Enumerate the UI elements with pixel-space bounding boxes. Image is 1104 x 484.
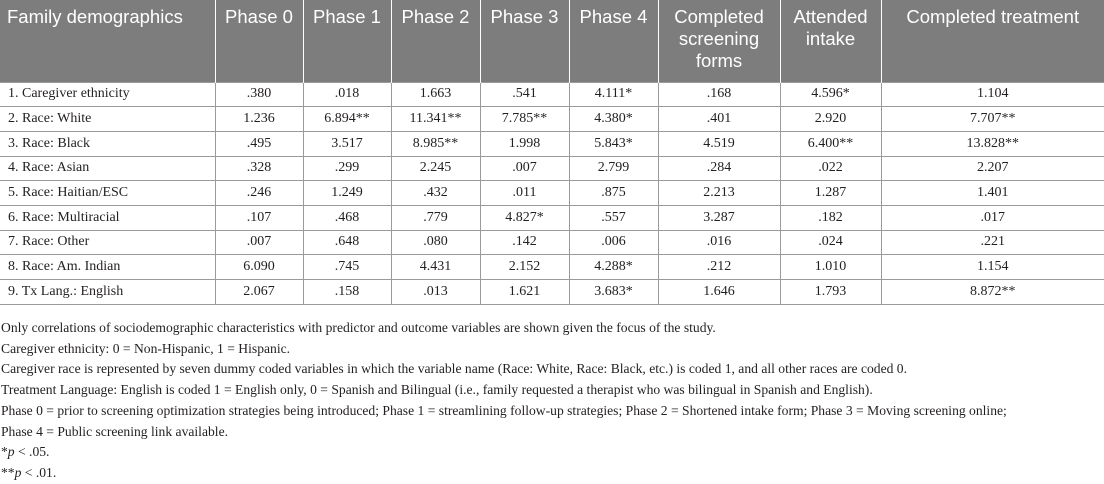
header-phase-1: Phase 1 [303,0,391,82]
table-row [0,255,1104,280]
table-cell: 6.090 [215,255,303,280]
table-cell: .013 [391,280,480,305]
table-body [0,82,1104,304]
table-cell: .018 [303,82,391,107]
table-cell: 4.431 [391,255,480,280]
table-cell: .080 [391,230,480,255]
table-cell: 4.519 [658,131,780,156]
row-label: 6. Race: Multiracial [0,205,215,230]
table-cell: 6.894** [303,107,391,132]
table-cell: 2.213 [658,181,780,206]
row-label: 1. Caregiver ethnicity [0,82,215,107]
table-row [0,156,1104,181]
table-row [0,280,1104,305]
row-label: 7. Race: Other [0,230,215,255]
table-cell: 4.827* [480,205,569,230]
table-cell: 1.287 [780,181,881,206]
header-row [0,0,1104,82]
table-cell: .006 [569,230,658,255]
row-label: 8. Race: Am. Indian [0,255,215,280]
table-cell: .107 [215,205,303,230]
table-cell: .011 [480,181,569,206]
header-attended-intake: Attended intake [780,0,881,82]
table-cell: 1.793 [780,280,881,305]
table-cell: 1.663 [391,82,480,107]
table-cell: 2.152 [480,255,569,280]
row-label: 2. Race: White [0,107,215,132]
footnote-significance-05: *p < .05. [1,444,50,460]
table-cell: 2.799 [569,156,658,181]
table-cell: .648 [303,230,391,255]
footnote-ethnicity-coding: Caregiver ethnicity: 0 = Non-Hispanic, 1 = Hispanic. [1,340,291,356]
table-cell: 13.828** [881,131,1104,156]
header-completed-screening-forms: Completed screening forms [658,0,780,82]
table-cell: .246 [215,181,303,206]
table-cell: 4.288* [569,255,658,280]
footnote-scope: Only correlations of sociodemographic characteristics with predictor and outcome variables are shown given the focus of the study. [1,320,716,335]
table-cell: 2.920 [780,107,881,132]
table-cell: 1.621 [480,280,569,305]
table-cell: 7.785** [480,107,569,132]
footnote-language-coding: Treatment Language: English is coded 1 = English only, 0 = Spanish and Bilingual (i.e., family requested a therapist who was bilingual in Spanish and English). [1,382,873,398]
table-cell: .142 [480,230,569,255]
table-cell: .007 [480,156,569,181]
table-cell: .328 [215,156,303,181]
table-cell: 4.380* [569,107,658,132]
row-label: 3. Race: Black [0,131,215,156]
table-cell: .212 [658,255,780,280]
table-cell: 11.341** [391,107,480,132]
header-family-demographics: Family demographics [0,0,215,82]
table-cell: 5.843* [569,131,658,156]
table-cell: 2.067 [215,280,303,305]
table-cell: .468 [303,205,391,230]
table-row [0,205,1104,230]
table-cell: .221 [881,230,1104,255]
table-row [0,82,1104,107]
table-cell: .380 [215,82,303,107]
table-cell: 4.596* [780,82,881,107]
row-label: 9. Tx Lang.: English [0,280,215,305]
table-cell: .182 [780,205,881,230]
table-cell: 3.517 [303,131,391,156]
table-cell: .017 [881,205,1104,230]
table-cell: .495 [215,131,303,156]
row-label: 5. Race: Haitian/ESC [0,181,215,206]
table-row [0,181,1104,206]
table-row [0,107,1104,132]
row-label: 4. Race: Asian [0,156,215,181]
table-cell: 8.872** [881,280,1104,305]
table-cell: 1.646 [658,280,780,305]
table-cell: 4.111* [569,82,658,107]
table-row [0,230,1104,255]
table-cell: .557 [569,205,658,230]
table-cell: 6.400** [780,131,881,156]
table-cell: .284 [658,156,780,181]
table-cell: 1.249 [303,181,391,206]
table-cell: .299 [303,156,391,181]
header-phase-4: Phase 4 [569,0,658,82]
table-cell: 2.245 [391,156,480,181]
table-cell: .024 [780,230,881,255]
table-cell: 1.998 [480,131,569,156]
table-cell: .541 [480,82,569,107]
table-cell: 1.236 [215,107,303,132]
table-cell: .007 [215,230,303,255]
footnote-race-coding: Caregiver race is represented by seven dummy coded variables in which the variable name (Race: White, Race: Black, etc.) is coded 1, and all other races are coded 0. [1,361,907,377]
header-phase-2: Phase 2 [391,0,480,82]
table-cell: .016 [658,230,780,255]
footnote-significance-01: **p < .01. [1,464,57,480]
table-cell: 8.985** [391,131,480,156]
table-cell: .875 [569,181,658,206]
table-cell: .401 [658,107,780,132]
table-row [0,131,1104,156]
table-cell: .022 [780,156,881,181]
footnote-phase-definitions: Phase 0 = prior to screening optimization strategies being introduced; Phase 1 = streamlining follow-up strategies; Phase 2 = Shortened intake form; Phase 3 = Moving screening online; [1,402,1007,418]
table-cell: .168 [658,82,780,107]
table-cell: 1.154 [881,255,1104,280]
table-cell: .158 [303,280,391,305]
table-cell: 3.683* [569,280,658,305]
table-cell: .779 [391,205,480,230]
table-cell: .745 [303,255,391,280]
header-phase-3: Phase 3 [480,0,569,82]
table-cell: 1.401 [881,181,1104,206]
table-cell: 1.010 [780,255,881,280]
table-footnotes [0,318,1104,484]
header-completed-treatment: Completed treatment [881,0,1104,82]
table-cell: .432 [391,181,480,206]
table-cell: 7.707** [881,107,1104,132]
header-phase-0: Phase 0 [215,0,303,82]
footnote-phase-definitions-cont: Phase 4 = Public screening link available. [1,423,228,439]
table-cell: 2.207 [881,156,1104,181]
table-cell: 1.104 [881,82,1104,107]
table-cell: 3.287 [658,205,780,230]
